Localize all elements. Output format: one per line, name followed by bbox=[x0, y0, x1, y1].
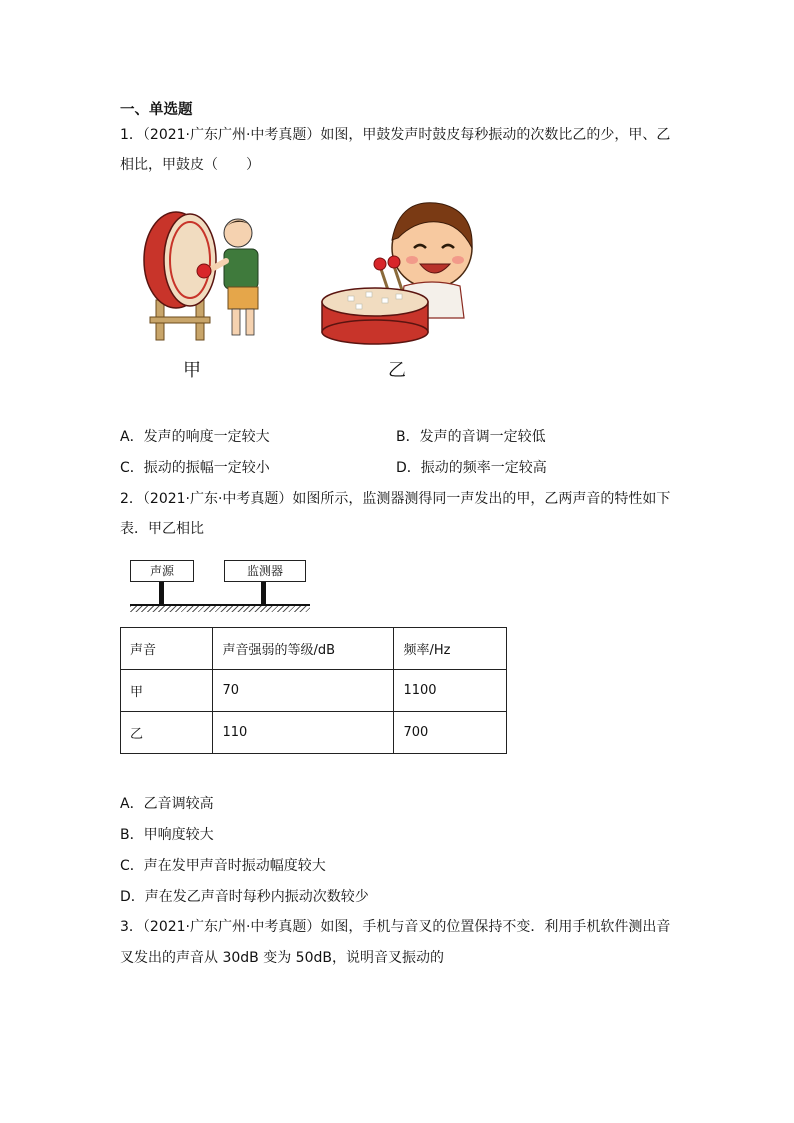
q2-option-b[interactable]: B．甲响度较大 bbox=[120, 827, 214, 843]
table-header-cell: 声音强弱的等级/dB bbox=[213, 628, 394, 670]
q3-stem-line2: 叉发出的声音从 30dB 变为 50dB，说明音叉振动的 bbox=[120, 950, 444, 966]
table-cell: 70 bbox=[213, 670, 394, 712]
q2-option-a[interactable]: A．乙音调较高 bbox=[120, 796, 214, 812]
table-cell: 甲 bbox=[121, 670, 213, 712]
q1-option-d[interactable]: D．振动的频率一定较高 bbox=[396, 460, 547, 476]
monitor-label: 监测器 bbox=[224, 560, 306, 582]
q1-figure-label-jia: 甲 bbox=[183, 360, 201, 381]
q1-figure-label-yi: 乙 bbox=[388, 360, 406, 381]
table-cell: 1100 bbox=[394, 670, 507, 712]
q2-diagram bbox=[130, 556, 310, 614]
q1-figure-jia-drum bbox=[138, 205, 278, 345]
sound-source-post bbox=[159, 582, 164, 604]
section-title: 一、单选题 bbox=[120, 102, 193, 118]
q2-sound-table bbox=[120, 627, 507, 754]
table-row bbox=[121, 670, 507, 712]
table-cell: 110 bbox=[213, 712, 394, 754]
q1-option-a[interactable]: A．发声的响度一定较大 bbox=[120, 429, 270, 445]
q2-stem-line1: 2．（2021·广东·中考真题）如图所示，监测器测得同一声发出的甲，乙两声音的特性如下 bbox=[120, 491, 671, 507]
q1-stem-line2: 相比，甲鼓皮（ ） bbox=[120, 157, 260, 173]
table-header-cell: 频率/Hz bbox=[394, 628, 507, 670]
q1-stem-line1: 1．（2021·广东广州·中考真题）如图，甲鼓发声时鼓皮每秒振动的次数比乙的少，甲、乙 bbox=[120, 127, 671, 143]
q2-option-c[interactable]: C．声在发甲声音时振动幅度较大 bbox=[120, 858, 326, 874]
table-cell: 700 bbox=[394, 712, 507, 754]
q1-option-c[interactable]: C．振动的振幅一定较小 bbox=[120, 460, 270, 476]
ground-hatching bbox=[130, 606, 310, 612]
q1-figure-yi-drum bbox=[320, 190, 480, 350]
table-row bbox=[121, 712, 507, 754]
q2-option-d[interactable]: D．声在发乙声音时每秒内振动次数较少 bbox=[120, 889, 369, 905]
table-header-cell: 声音 bbox=[121, 628, 213, 670]
q3-stem-line1: 3．（2021·广东广州·中考真题）如图，手机与音叉的位置保持不变．利用手机软件测出音 bbox=[120, 919, 671, 935]
q1-option-b[interactable]: B．发声的音调一定较低 bbox=[396, 429, 546, 445]
monitor-post bbox=[261, 582, 266, 604]
table-header-row bbox=[121, 628, 507, 670]
table-cell: 乙 bbox=[121, 712, 213, 754]
sound-source-label: 声源 bbox=[130, 560, 194, 582]
q2-stem-line2: 表．甲乙相比 bbox=[120, 521, 204, 537]
